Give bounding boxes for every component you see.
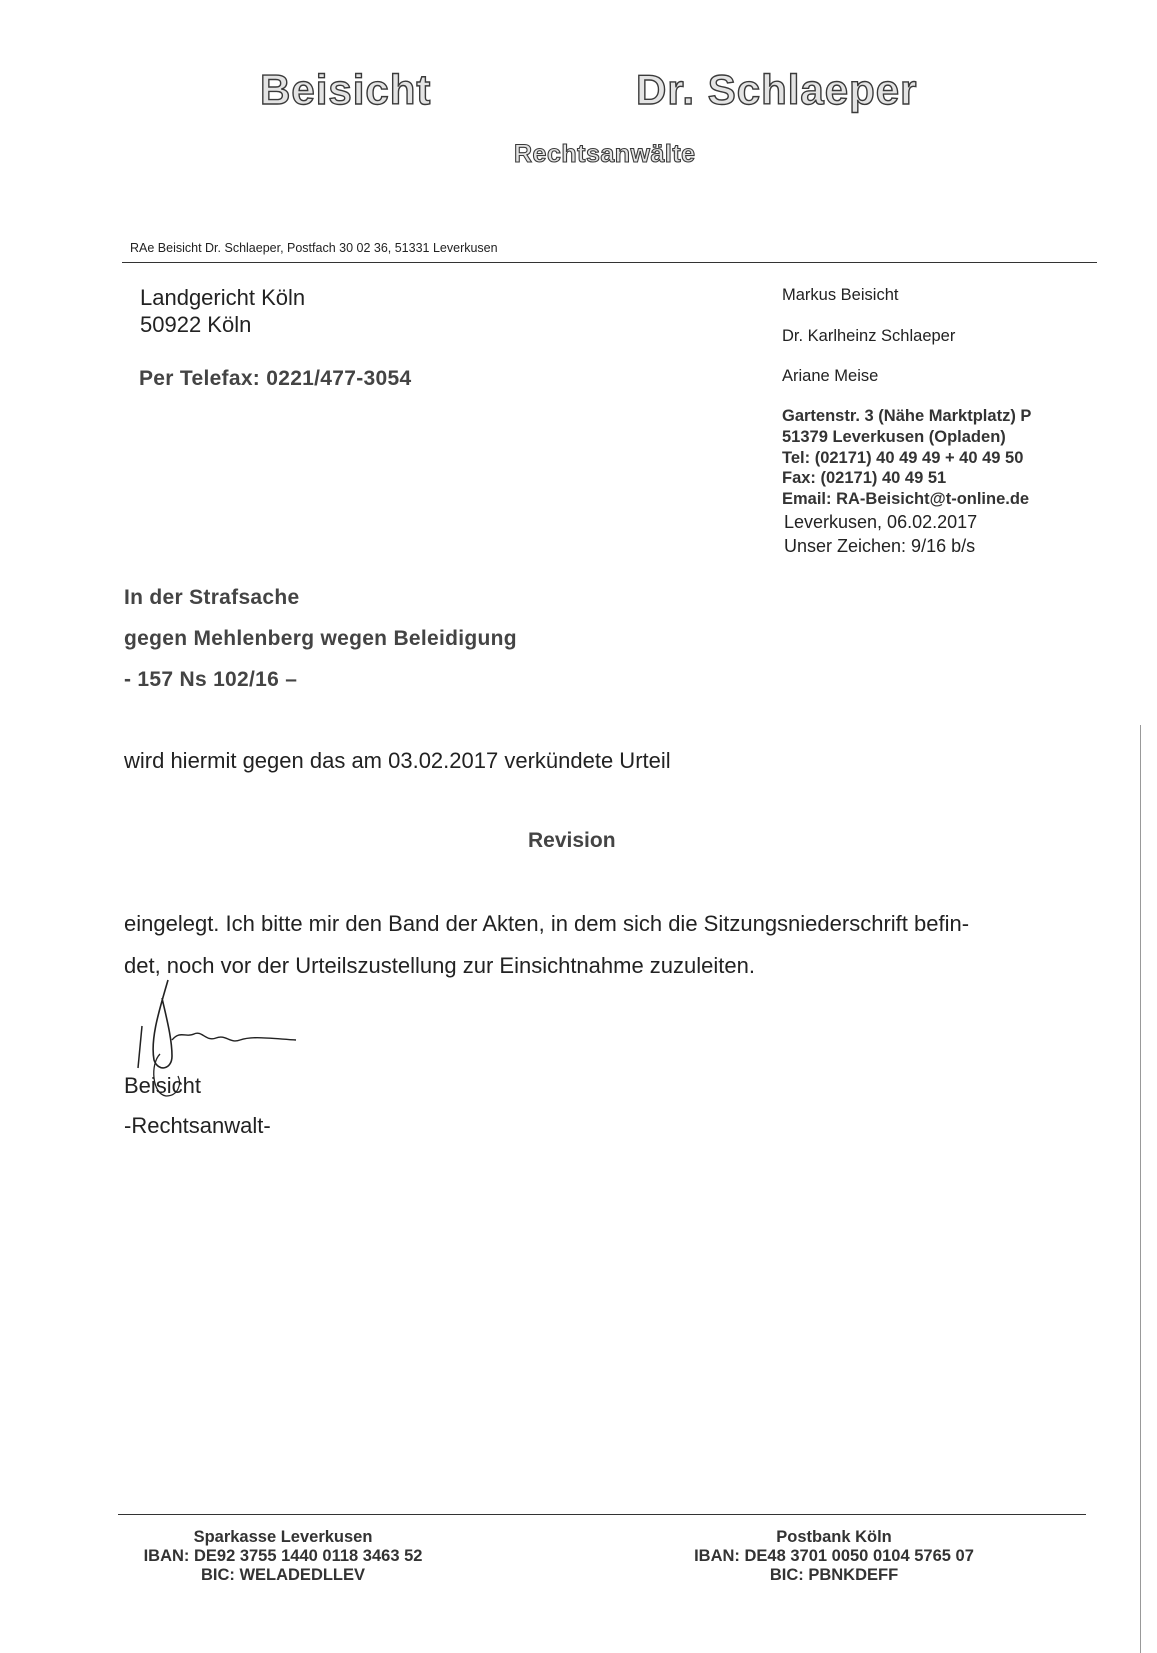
header-divider [122,262,1097,263]
footer-divider [118,1514,1086,1515]
reference-number: Unser Zeichen: 9/16 b/s [784,536,976,556]
bank-name: Sparkasse Leverkusen [193,1528,373,1546]
case-intro: In der Strafsache [124,586,300,609]
recipient-city: 50922 Köln [140,312,252,337]
firm-email: Email: RA-Beisicht@t-online.de [782,490,1030,508]
firm-phone: Tel: (02171) 40 49 49 + 40 49 50 [782,449,1024,467]
body-paragraph-line: det, noch vor der Urteilszustellung zur Einsichtnahme zuzuleiten. [124,953,755,978]
body-intro: wird hiermit gegen das am 03.02.2017 verkündete Urteil [124,748,671,773]
bank-name: Postbank Köln [776,1528,892,1546]
lawyer-name: Ariane Meise [782,367,879,385]
firm-fax: Fax: (02171) 40 49 51 [782,469,947,487]
signature-name: Beisicht [124,1073,202,1098]
revision-heading: Revision [528,829,616,852]
case-subject: gegen Mehlenberg wegen Beleidigung [124,627,517,650]
body-paragraph-line: eingelegt. Ich bitte mir den Band der Akten, in dem sich die Sitzungsniederschrift befin- [124,911,970,936]
case-number: - 157 Ns 102/16 – [124,668,298,691]
firm-name-beisicht: Beisicht [260,66,432,113]
scan-edge-line [1140,725,1141,1653]
bank-iban: IBAN: DE48 3701 0050 0104 5765 07 [694,1547,974,1565]
recipient-fax: Per Telefax: 0221/477-3054 [139,367,412,390]
sender-return-address: RAe Beisicht Dr. Schlaeper, Postfach 30 02 36, 51331 Leverkusen [130,241,498,255]
signature-title: -Rechtsanwalt- [124,1113,271,1138]
footer-bank-right [684,1528,984,1585]
firm-address-street: Gartenstr. 3 (Nähe Marktplatz) P [782,407,1032,425]
lawyer-name: Dr. Karlheinz Schlaeper [782,327,956,345]
bank-iban: IBAN: DE92 3755 1440 0118 3463 52 [143,1547,423,1565]
firm-subtitle: Rechtsanwälte [514,140,696,168]
bank-bic: BIC: PBNKDEFF [769,1566,899,1584]
recipient-court: Landgericht Köln [140,285,306,310]
bank-bic: BIC: WELADEDLLEV [200,1566,366,1584]
firm-address-city: 51379 Leverkusen (Opladen) [782,428,1006,446]
firm-name-schlaeper: Dr. Schlaeper [636,66,918,113]
lawyer-name: Markus Beisicht [782,286,899,304]
footer-bank-left [113,1528,453,1585]
letter-date: Leverkusen, 06.02.2017 [784,512,978,532]
